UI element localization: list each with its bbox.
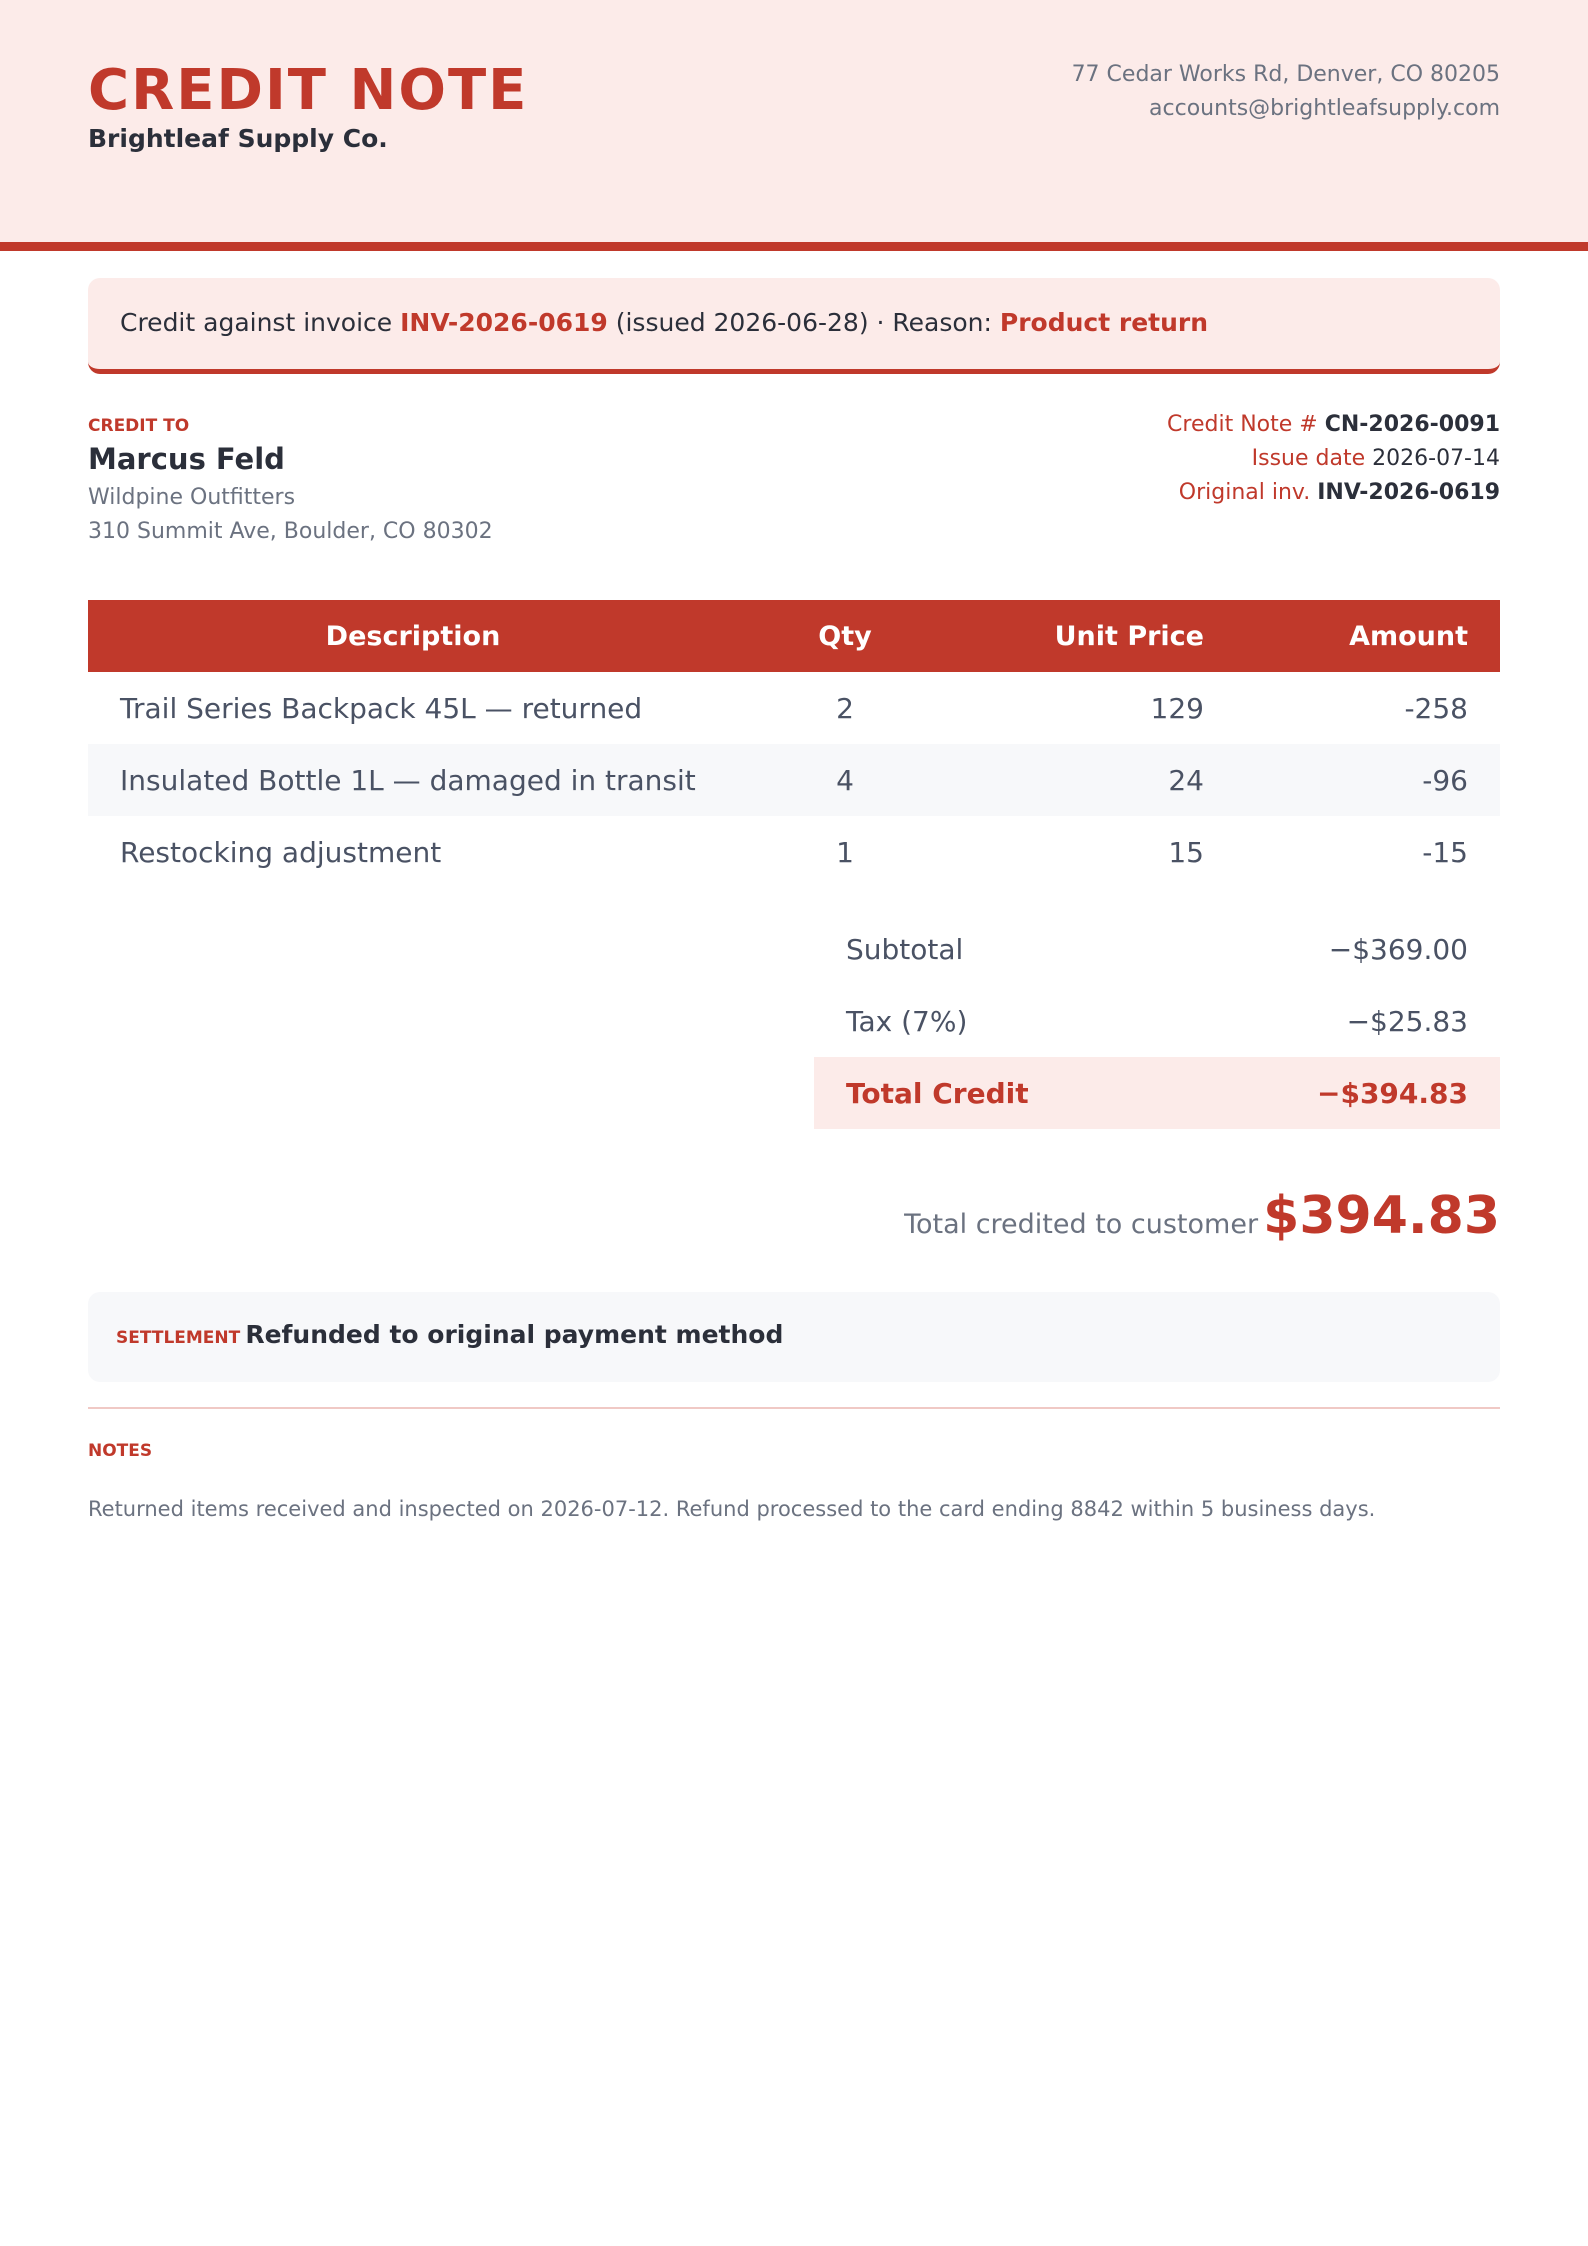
column-header-amount: Amount: [1236, 600, 1500, 672]
credit-note-number-label: Credit Note #: [1167, 412, 1318, 437]
column-header-unit-price: Unit Price: [952, 600, 1236, 672]
customer-company: Wildpine Outfitters: [88, 485, 296, 510]
totals-table: [814, 913, 1500, 1129]
row-description: Trail Series Backpack 45L — returned: [120, 691, 643, 725]
total-credit-value: −$394.83: [1180, 1057, 1500, 1129]
credit-note-number-value: CN-2026-0091: [1324, 412, 1500, 437]
customer-address: 310 Summit Ave, Boulder, CO 80302: [88, 519, 493, 544]
company-address: 77 Cedar Works Rd, Denver, CO 80205: [1071, 62, 1500, 87]
issue-date-value: 2026-07-14: [1372, 446, 1500, 471]
total-credited-amount: $394.83: [1263, 1186, 1500, 1246]
row-description: Restocking adjustment: [120, 835, 442, 869]
tax-row: [814, 985, 1500, 1057]
settlement-value: Refunded to original payment method: [245, 1320, 784, 1349]
row-unit-price: 15: [1168, 835, 1204, 869]
company-contact: [1072, 58, 1500, 126]
row-description: Insulated Bottle 1L — damaged in transit: [88, 744, 738, 816]
row-amount: -15: [1422, 835, 1468, 869]
settlement-label: SETTLEMENT: [116, 1328, 241, 1348]
meta-issue-date: [1167, 442, 1500, 476]
notes-divider: [88, 1407, 1500, 1409]
total-credit-row: [814, 1057, 1500, 1129]
original-invoice-value: INV-2026-0619: [1317, 480, 1500, 505]
table-row: [88, 816, 1500, 888]
invoice-reference-banner: [88, 278, 1500, 374]
table-header-row: [88, 600, 1500, 672]
settlement-content: [116, 1320, 783, 1349]
original-invoice-label: Original inv.: [1178, 480, 1311, 505]
line-items-table: [88, 600, 1500, 888]
subtotal-row: [814, 913, 1500, 985]
row-qty: 4: [738, 744, 952, 816]
subtotal-value: −$369.00: [1328, 932, 1468, 966]
row-amount: -258: [1404, 691, 1468, 725]
total-credited-label: Total credited to customer: [904, 1209, 1259, 1240]
tax-label: Tax (7%): [846, 1004, 968, 1038]
column-header-qty: Qty: [738, 600, 952, 672]
document-header: [0, 0, 1588, 251]
row-amount: -96: [1236, 744, 1500, 816]
total-credited-summary: [904, 1186, 1500, 1246]
table-row: [88, 672, 1500, 744]
table-row: [88, 744, 1500, 816]
settlement-box: [88, 1292, 1500, 1382]
row-qty: 2: [836, 691, 854, 725]
credit-note-meta: [1167, 408, 1500, 510]
document-title: CREDIT NOTE: [88, 58, 529, 123]
notes-text: Returned items received and inspected on 2026-07-12. Refund processed to the card ending 8842 within 5 business days.: [88, 1497, 1376, 1521]
meta-credit-note-number: [1167, 408, 1500, 442]
row-unit-price: 129: [1150, 691, 1204, 725]
banner-text: [120, 308, 1208, 337]
tax-value: −$25.83: [1346, 1004, 1468, 1038]
column-header-description: Description: [88, 600, 738, 672]
company-name: Brightleaf Supply Co.: [88, 124, 388, 153]
notes-label: NOTES: [88, 1441, 153, 1461]
customer-name: Marcus Feld: [88, 442, 285, 476]
row-unit-price: 24: [952, 744, 1236, 816]
banner-prefix: Credit against invoice: [120, 308, 393, 337]
company-email: accounts@brightleafsupply.com: [1149, 96, 1500, 121]
row-qty: 1: [836, 835, 854, 869]
banner-issued: (issued 2026-06-28) · Reason:: [615, 308, 992, 337]
credit-to-label: CREDIT TO: [88, 416, 190, 436]
total-credit-label: Total Credit: [814, 1057, 1180, 1129]
subtotal-label: Subtotal: [846, 932, 964, 966]
meta-original-invoice: [1167, 476, 1500, 510]
banner-invoice-number: INV-2026-0619: [400, 308, 608, 337]
issue-date-label: Issue date: [1251, 446, 1366, 471]
banner-reason: Product return: [999, 308, 1209, 337]
